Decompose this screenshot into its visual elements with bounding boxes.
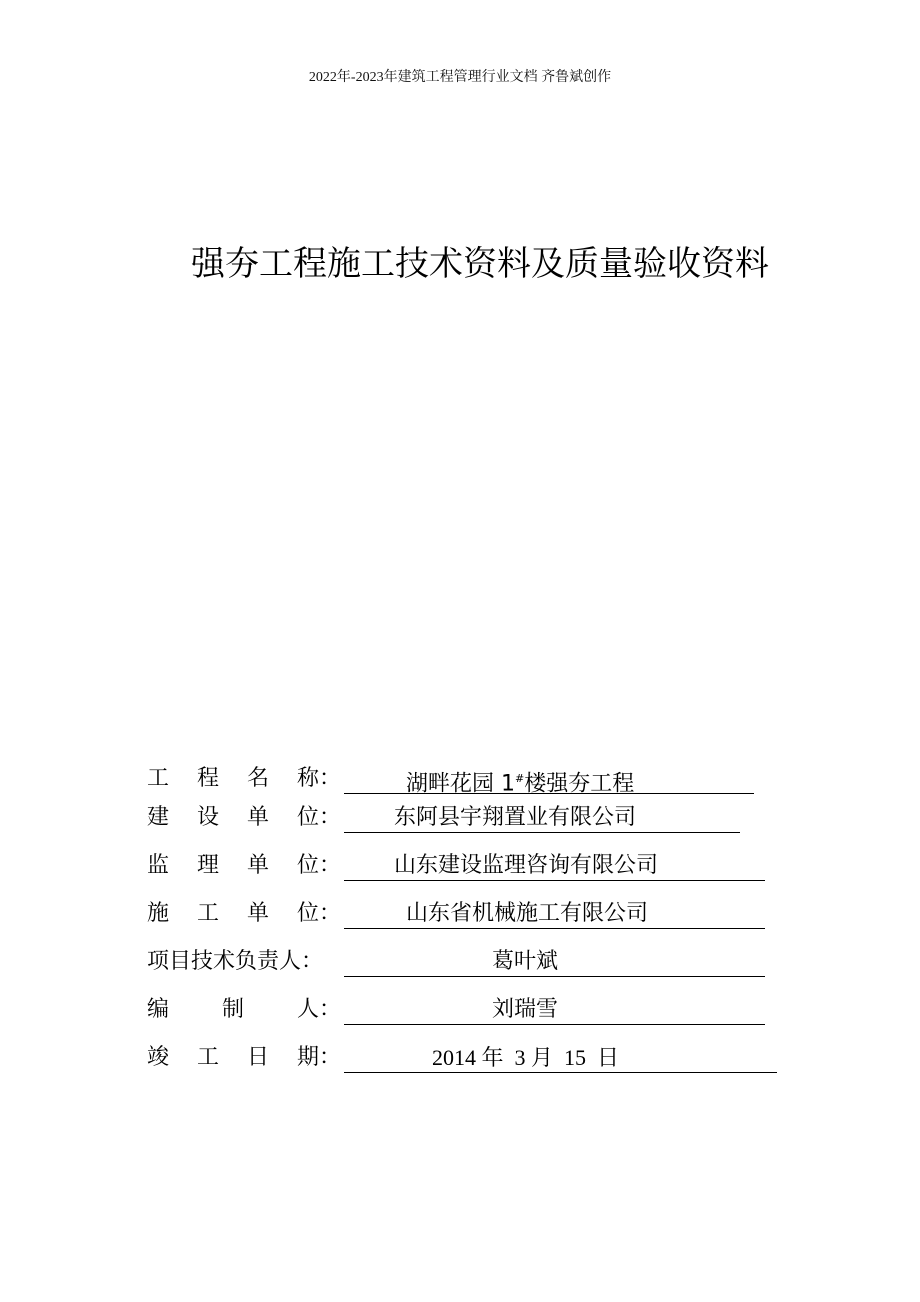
- document-title: 强夯工程施工技术资料及质量验收资料: [191, 244, 769, 284]
- field-underline: [344, 899, 765, 929]
- field-underline: [344, 764, 754, 797]
- field-value: 山东建设监理咨询有限公司: [394, 853, 659, 878]
- field-underline: [344, 851, 765, 881]
- field-underline: [344, 947, 765, 977]
- field-underline: [344, 1043, 777, 1073]
- field-value: 刘瑞雪: [492, 997, 559, 1022]
- field-underline: [344, 995, 765, 1025]
- page-header: 2022年-2023年建筑工程管理行业文档 齐鲁斌创作: [308, 70, 612, 85]
- field-value: 湖畔花园 1#楼强夯工程: [406, 771, 635, 797]
- field-underline: [344, 803, 740, 833]
- field-label: 项目技术负责人：: [147, 949, 324, 974]
- field-value: 东阿县宇翔置业有限公司: [394, 805, 637, 830]
- field-value: 山东省机械施工有限公司: [406, 901, 649, 926]
- field-value: 2014 年 3 月 15 日: [432, 1045, 620, 1070]
- field-value: 葛叶斌: [492, 949, 559, 974]
